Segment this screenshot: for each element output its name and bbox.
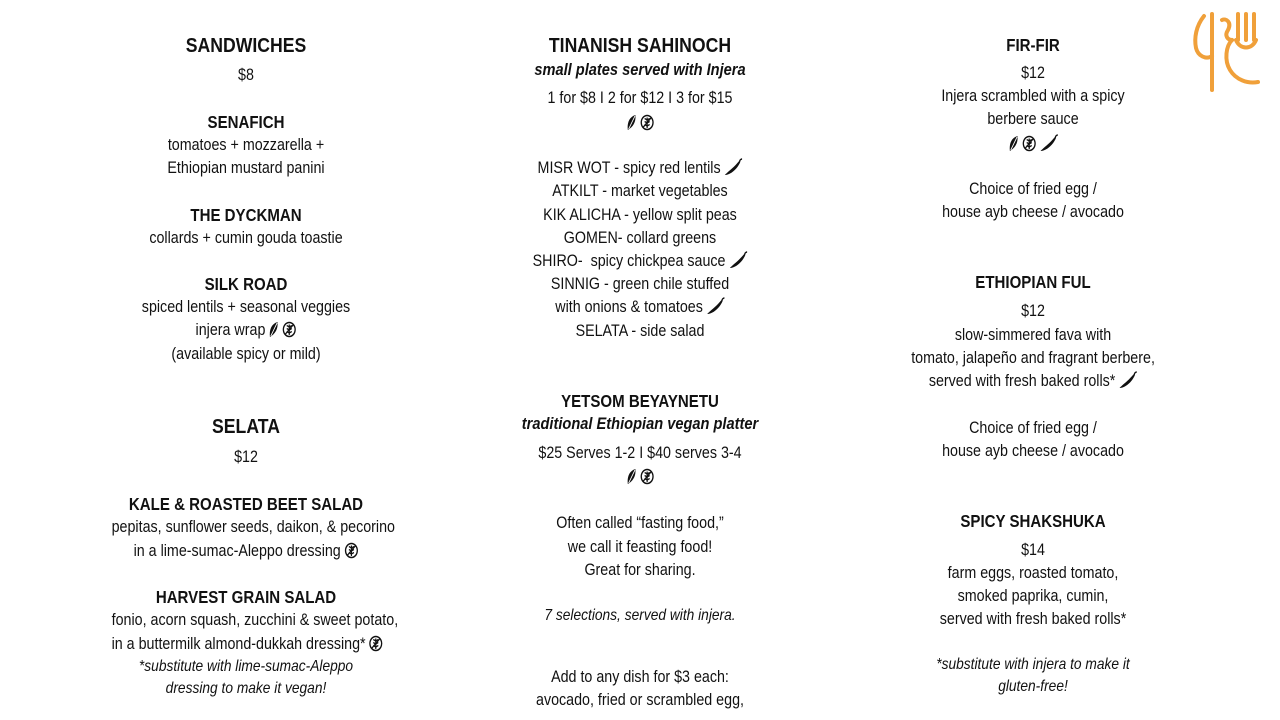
yetsom-desc-3: Great for sharing. — [584, 560, 696, 579]
gluten-free-icon — [1022, 135, 1036, 158]
shakshuka-desc-1: farm eggs, roasted tomato, — [947, 563, 1119, 582]
silk-road-desc-3: (available spicy or mild) — [171, 344, 321, 363]
yetsom-desc-1: Often called “fasting food,” — [556, 513, 724, 532]
middle-column — [480, 0, 800, 720]
firfir-icons — [911, 133, 1155, 158]
gluten-free-icon — [369, 635, 383, 658]
ful-price: $12 — [1021, 301, 1045, 320]
kale-salad-title: KALE & ROASTED BEET SALAD — [128, 494, 364, 514]
yetsom-selections: 7 selections, served with injera. — [544, 607, 736, 624]
silk-road-desc-2-row — [112, 319, 381, 344]
harvest-salad-note-1: *substitute with lime-sumac-Aleppo — [138, 658, 354, 675]
shakshuka-desc-2: smoked paprika, cumin, — [957, 586, 1109, 605]
atkilt: ATKILT - market vegetables — [552, 181, 728, 200]
firfir-choice-1: Choice of fried egg / — [969, 179, 1097, 198]
addon-2: avocado, fried or scrambled egg, — [536, 690, 744, 709]
harvest-salad-desc-1: fonio, acorn squash, zucchini & sweet potato, — [111, 610, 399, 629]
shakshuka-desc-3: served with fresh baked rolls* — [939, 609, 1127, 628]
shakshuka-note-1: *substitute with injera to make it — [936, 656, 1130, 673]
silk-road-desc-1: spiced lentils + seasonal veggies — [141, 297, 351, 316]
chili-pepper-icon — [729, 251, 747, 275]
ful-heading: ETHIOPIAN FUL — [975, 272, 1091, 292]
sinnig-2: with onions & tomatoes — [555, 297, 703, 316]
yetsom-icons — [506, 466, 775, 491]
right-column — [888, 0, 1178, 720]
firfir-heading: FIR-FIR — [1006, 35, 1060, 55]
senafich-title: SENAFICH — [207, 112, 285, 132]
firfir-choice-2: house ayb cheese / avocado — [942, 202, 1124, 221]
silk-road-desc-2: injera wrap — [195, 320, 266, 339]
shiro-row — [506, 250, 775, 275]
leaf-icon — [1008, 135, 1018, 158]
leaf-icon — [626, 114, 636, 137]
leaf-icon — [269, 321, 279, 344]
harvest-salad-desc-2-row — [112, 633, 381, 658]
gluten-free-icon — [344, 542, 358, 565]
firfir-desc-1: Injera scrambled with a spicy — [941, 86, 1125, 105]
sinnig-1: SINNIG - green chile stuffed — [550, 274, 730, 293]
firfir-desc-2: berbere sauce — [987, 109, 1079, 128]
ful-desc-2: tomato, jalapeño and fragrant berbere, — [911, 348, 1155, 367]
chili-pepper-icon — [706, 297, 724, 321]
senafich-desc-1: tomatoes + mozzarella + — [167, 135, 325, 154]
kik-alicha: KIK ALICHA - yellow split peas — [543, 205, 737, 224]
yetsom-heading: YETSOM BEYAYNETU — [561, 391, 719, 411]
yetsom-desc-2: we call it feasting food! — [567, 537, 713, 556]
kale-salad-desc-2: in a lime-sumac-Aleppo dressing — [133, 541, 341, 560]
sandwiches-price: $8 — [238, 65, 254, 84]
fork-logo-icon — [1190, 10, 1266, 94]
tinanish-heading: TINANISH SAHINOCH — [548, 34, 732, 57]
sandwiches-heading: SANDWICHES — [185, 34, 307, 57]
ful-choice-1: Choice of fried egg / — [969, 418, 1097, 437]
misr-wot-row — [506, 157, 775, 182]
addon-1: Add to any dish for $3 each: — [551, 667, 729, 686]
kale-salad-desc-2-row — [112, 540, 381, 565]
gluten-free-icon — [640, 468, 654, 491]
gluten-free-icon — [282, 321, 296, 344]
leaf-icon — [626, 468, 636, 491]
senafich-desc-2: Ethiopian mustard panini — [167, 158, 325, 177]
ful-desc-3: served with fresh baked rolls* — [928, 371, 1116, 390]
selata-price: $12 — [234, 447, 258, 466]
tinanish-icons — [506, 112, 775, 137]
harvest-salad-title: HARVEST GRAIN SALAD — [155, 587, 337, 607]
shakshuka-heading: SPICY SHAKSHUKA — [960, 511, 1106, 531]
shiro: SHIRO- spicy chickpea sauce — [532, 251, 726, 270]
tinanish-pricing: 1 for $8 I 2 for $12 I 3 for $15 — [547, 88, 733, 107]
chili-pepper-icon — [1039, 134, 1057, 158]
harvest-salad-note-2: dressing to make it vegan! — [165, 680, 327, 697]
firfir-price: $12 — [1021, 63, 1045, 82]
shakshuka-note-2: gluten-free! — [998, 678, 1068, 695]
ful-desc-3-row — [911, 370, 1155, 395]
selata-heading: SELATA — [212, 415, 280, 438]
dyckman-title: THE DYCKMAN — [190, 205, 302, 225]
gluten-free-icon — [640, 114, 654, 137]
gomen: GOMEN- collard greens — [563, 228, 717, 247]
ful-desc-1: slow-simmered fava with — [954, 325, 1112, 344]
selata-side: SELATA - side salad — [575, 321, 705, 340]
chili-pepper-icon — [724, 158, 742, 182]
yetsom-pricing: $25 Serves 1-2 I $40 serves 3-4 — [538, 443, 742, 462]
yetsom-subtitle: traditional Ethiopian vegan platter — [521, 414, 759, 433]
tinanish-subtitle: small plates served with Injera — [534, 60, 746, 79]
kale-salad-desc-1: pepitas, sunflower seeds, daikon, & pecorino — [111, 517, 395, 536]
misr-wot: MISR WOT - spicy red lentils — [537, 158, 721, 177]
chili-pepper-icon — [1119, 371, 1137, 395]
dyckman-desc: collards + cumin gouda toastie — [149, 228, 343, 247]
shakshuka-price: $14 — [1021, 540, 1045, 559]
left-column — [86, 0, 406, 720]
harvest-salad-desc-2: in a buttermilk almond-dukkah dressing* — [111, 634, 366, 653]
ful-choice-2: house ayb cheese / avocado — [942, 441, 1124, 460]
sinnig-2-row — [506, 296, 775, 321]
silk-road-title: SILK ROAD — [204, 274, 288, 294]
